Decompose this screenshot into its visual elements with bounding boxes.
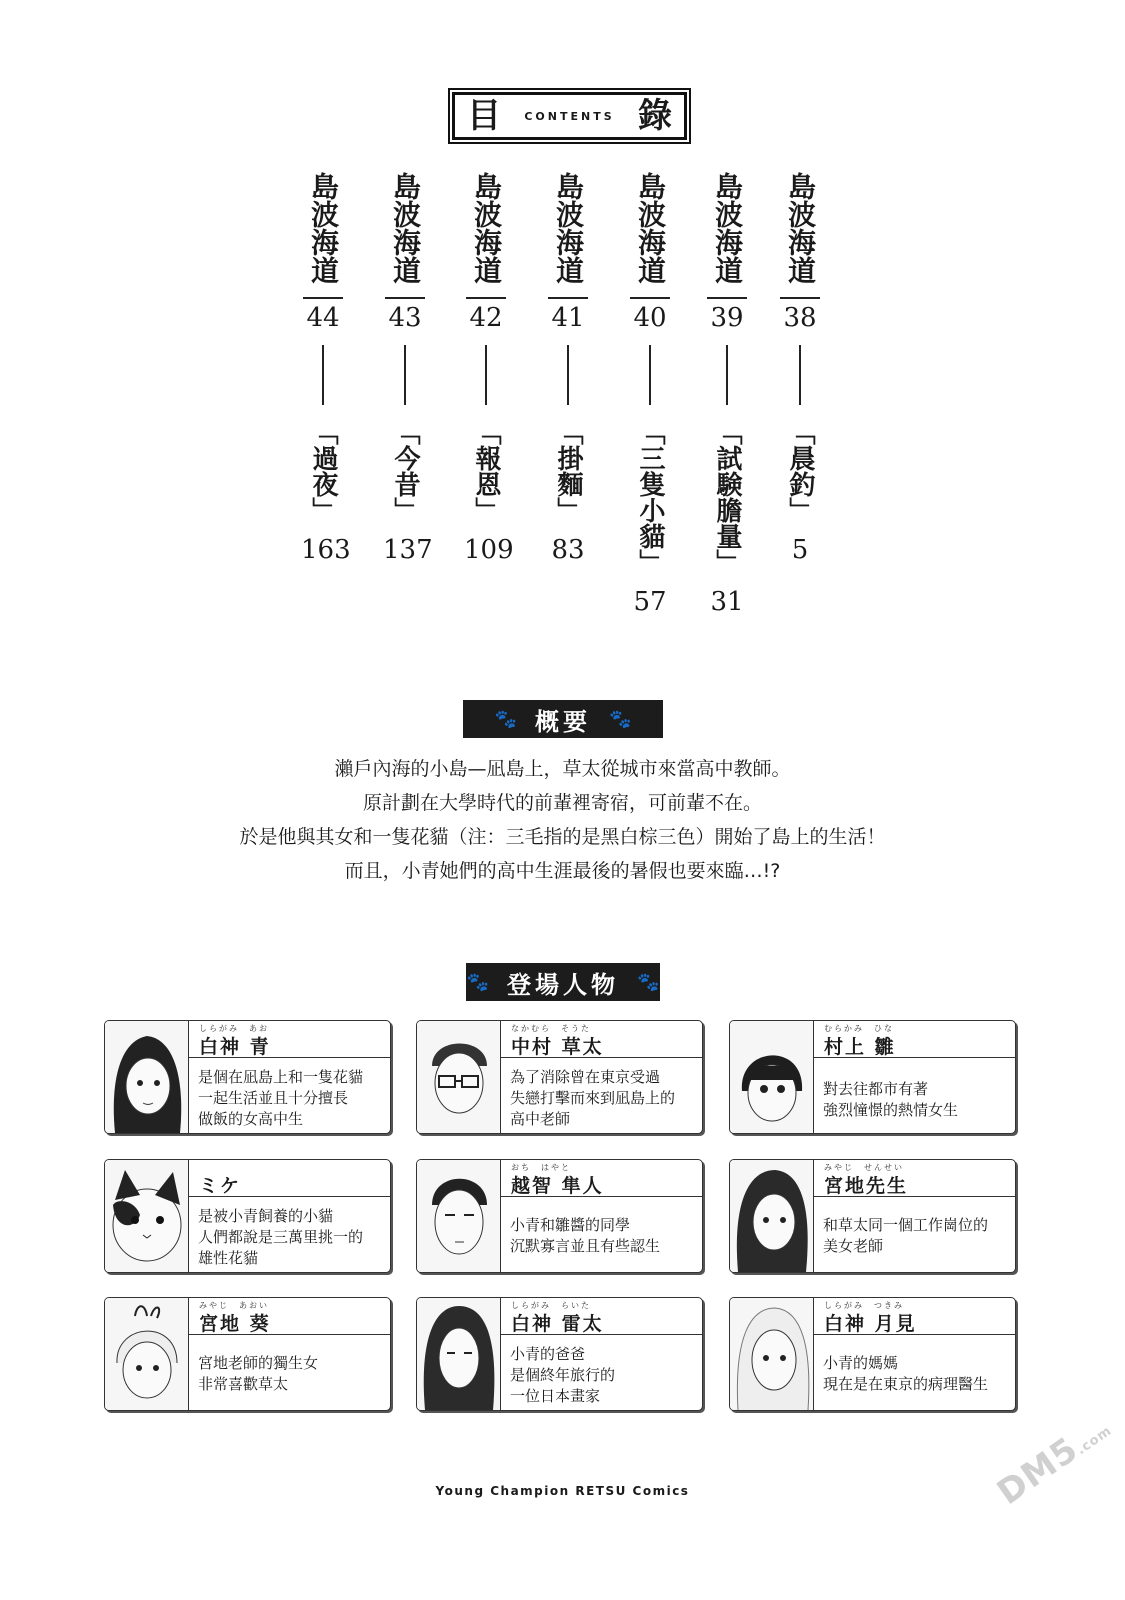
desc-line: 美女老師 xyxy=(823,1237,884,1255)
character-card-miyaji-aoi[interactable] xyxy=(104,1297,391,1411)
desc-line: 一起生活並且十分擅長 xyxy=(198,1089,349,1107)
chapter-number: 41 xyxy=(548,297,588,333)
desc-line: 人們都說是三萬里挑一的 xyxy=(198,1228,364,1246)
synopsis-text xyxy=(0,752,1125,888)
character-name: ミケ xyxy=(199,1175,242,1197)
synopsis-line: 而且，小青她們的高中生涯最後的暑假也要來臨…!? xyxy=(344,860,781,882)
character-description xyxy=(823,1079,1011,1121)
chapter-number: 39 xyxy=(707,297,747,333)
publisher-footer: Young Champion RETSU Comics xyxy=(435,1484,690,1498)
toc-chapter-42[interactable] xyxy=(464,170,514,565)
desc-line: 高中老師 xyxy=(510,1110,571,1128)
characters-heading-label: 登場人物 xyxy=(507,970,619,999)
paw-icon: 🐾 xyxy=(637,971,660,993)
chapter-page: 5 xyxy=(791,535,809,565)
character-card-miyaji-sensei[interactable] xyxy=(729,1159,1016,1273)
character-description xyxy=(510,1215,698,1257)
desc-line: 現在是在東京的病理醫生 xyxy=(823,1375,989,1393)
desc-line: 和草太同一個工作崗位的 xyxy=(823,1216,989,1234)
chapter-dash xyxy=(649,345,651,405)
chapter-title: 「三隻小貓」 xyxy=(635,419,665,575)
character-card-murakami-hina[interactable] xyxy=(729,1020,1016,1134)
desc-line: 一位日本畫家 xyxy=(510,1387,601,1405)
chapter-series: 島波海道 xyxy=(634,171,667,284)
chapter-dash xyxy=(726,345,728,405)
character-ruby: おち はやと xyxy=(511,1163,571,1172)
character-description xyxy=(198,1353,386,1395)
character-portrait xyxy=(730,1021,814,1133)
paw-icon: 🐾 xyxy=(466,971,489,993)
chapter-series: 島波海道 xyxy=(552,171,585,284)
chapter-number: 38 xyxy=(780,297,820,333)
character-name: 中村 草太 xyxy=(511,1036,604,1058)
synopsis-line: 原計劃在大學時代的前輩裡寄宿，可前輩不在。 xyxy=(362,792,762,814)
chapter-number: 42 xyxy=(466,297,506,333)
character-ruby: なかむら そうた xyxy=(511,1024,591,1033)
chapter-series: 島波海道 xyxy=(711,171,744,284)
synopsis-line: 於是他與其女和一隻花貓（注：三毛指的是黑白棕三色）開始了島上的生活！ xyxy=(239,826,886,848)
character-ruby: しらがみ らいた xyxy=(511,1301,591,1310)
character-name: 村上 雛 xyxy=(824,1036,896,1058)
desc-line: 是被小青飼養的小貓 xyxy=(198,1207,334,1225)
character-name: 宮地先生 xyxy=(824,1175,909,1197)
desc-line: 小青的爸爸 xyxy=(510,1345,586,1363)
synopsis-heading xyxy=(463,700,663,738)
character-description xyxy=(510,1067,698,1130)
toc-chapter-44[interactable] xyxy=(301,170,351,565)
chapter-series: 島波海道 xyxy=(307,171,340,284)
desc-line: 對去往都市有著 xyxy=(823,1080,929,1098)
character-name: 宮地 葵 xyxy=(199,1313,271,1335)
chapter-title: 「今昔」 xyxy=(390,419,420,523)
desc-line: 做飯的女高中生 xyxy=(198,1110,304,1128)
chapter-page: 109 xyxy=(464,535,514,565)
character-name: 越智 隼人 xyxy=(511,1175,604,1197)
desc-line: 沉默寡言並且有些認生 xyxy=(510,1237,661,1255)
toc-chapter-38[interactable] xyxy=(778,170,822,565)
chapter-title: 「掛麵」 xyxy=(553,419,583,523)
desc-line: 是個在凪島上和一隻花貓 xyxy=(198,1068,364,1086)
character-card-nakamura-sota[interactable] xyxy=(416,1020,703,1134)
desc-line: 非常喜歡草太 xyxy=(198,1375,289,1393)
toc-chapter-39[interactable] xyxy=(705,170,749,617)
toc-chapter-40[interactable] xyxy=(628,170,672,617)
chapter-series: 島波海道 xyxy=(784,171,817,284)
toc-header-contents: CONTENTS xyxy=(524,109,615,123)
character-description xyxy=(823,1353,1011,1395)
character-description xyxy=(823,1215,1011,1257)
desc-line: 為了消除曾在東京受過 xyxy=(510,1068,661,1086)
toc-chapter-43[interactable] xyxy=(383,170,433,565)
chapter-title: 「晨釣」 xyxy=(785,419,815,523)
character-card-shirogami-ao[interactable] xyxy=(104,1020,391,1134)
chapter-series: 島波海道 xyxy=(470,171,503,284)
character-card-ochi-hayato[interactable] xyxy=(416,1159,703,1273)
desc-line: 是個終年旅行的 xyxy=(510,1366,616,1384)
synopsis-heading-label: 概要 xyxy=(535,707,591,736)
chapter-title: 「報恩」 xyxy=(471,419,501,523)
character-card-shirogami-raita[interactable] xyxy=(416,1297,703,1411)
chapter-dash xyxy=(485,345,487,405)
chapter-page: 163 xyxy=(301,535,351,565)
paw-icon: 🐾 xyxy=(494,708,517,730)
character-name: 白神 青 xyxy=(199,1036,271,1058)
chapter-page: 83 xyxy=(551,535,585,565)
character-card-shirogami-tsukimi[interactable] xyxy=(729,1297,1016,1411)
character-portrait xyxy=(730,1298,814,1410)
chapter-dash xyxy=(322,345,324,405)
chapter-title: 「試験膽量」 xyxy=(712,419,742,575)
character-portrait xyxy=(105,1021,189,1133)
character-description xyxy=(198,1206,386,1269)
chapter-dash xyxy=(404,345,406,405)
desc-line: 強烈憧憬的熱情女生 xyxy=(823,1101,959,1119)
character-portrait xyxy=(105,1298,189,1410)
character-name: 白神 雷太 xyxy=(511,1313,604,1335)
character-ruby: しらがみ あお xyxy=(199,1024,269,1033)
chapter-dash xyxy=(567,345,569,405)
character-portrait xyxy=(105,1160,189,1272)
chapter-title: 「過夜」 xyxy=(308,419,338,523)
watermark-text: DM5 xyxy=(990,1429,1086,1514)
character-ruby: みやじ あおい xyxy=(199,1301,269,1310)
characters-heading xyxy=(466,963,660,1001)
desc-line: 失戀打擊而來到凪島上的 xyxy=(510,1089,676,1107)
character-description xyxy=(198,1067,386,1130)
toc-header-left: 目 xyxy=(467,96,501,136)
desc-line: 宮地老師的獨生女 xyxy=(198,1354,319,1372)
chapter-dash xyxy=(799,345,801,405)
toc-chapter-41[interactable] xyxy=(546,170,590,565)
paw-icon: 🐾 xyxy=(609,708,632,730)
character-ruby: むらかみ ひな xyxy=(824,1024,894,1033)
desc-line: 小青的媽媽 xyxy=(823,1354,899,1372)
watermark-suffix: .com xyxy=(1074,1423,1115,1459)
chapter-page: 137 xyxy=(383,535,433,565)
toc-header xyxy=(452,92,687,140)
chapter-number: 40 xyxy=(630,297,670,333)
character-portrait xyxy=(417,1298,501,1410)
character-description xyxy=(510,1344,698,1407)
chapter-number: 44 xyxy=(303,297,343,333)
character-portrait xyxy=(730,1160,814,1272)
character-card-mike[interactable] xyxy=(104,1159,391,1273)
character-ruby: みやじ せんせい xyxy=(824,1163,904,1172)
chapter-page: 57 xyxy=(633,587,667,617)
desc-line: 雄性花貓 xyxy=(198,1249,259,1267)
character-ruby: しらがみ つきみ xyxy=(824,1301,904,1310)
character-portrait xyxy=(417,1160,501,1272)
chapter-page: 31 xyxy=(710,587,744,617)
chapter-series: 島波海道 xyxy=(389,171,422,284)
synopsis-line: 瀨戶內海的小島—凪島上，草太從城市來當高中教師。 xyxy=(334,758,791,780)
toc-header-right: 錄 xyxy=(638,96,672,136)
character-portrait xyxy=(417,1021,501,1133)
character-name: 白神 月見 xyxy=(824,1313,917,1335)
desc-line: 小青和雛醬的同學 xyxy=(510,1216,631,1234)
chapter-number: 43 xyxy=(385,297,425,333)
